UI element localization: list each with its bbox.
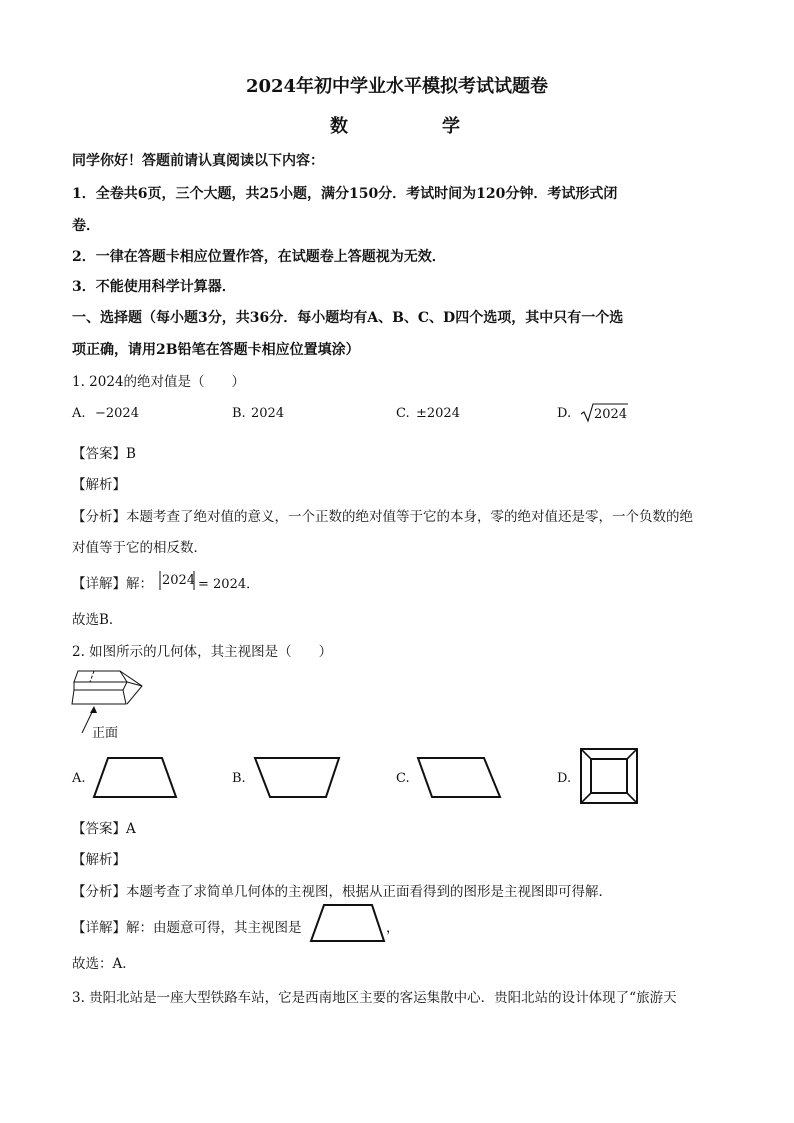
instruction-2: 2．一律在答题卡相应位置作答，在试题卷上答题视为无效． [72,249,446,265]
q2-detail-prefix: 【详解】解：由题意可得，其主视图是 [72,920,302,936]
q2-option-d-label[interactable]: D. [557,771,572,786]
q1-option-a-label: A. [72,406,86,421]
q1-detail-result: = 2024． [198,577,260,592]
q1-conclusion: 故选B． [72,612,123,628]
question-3-stem: 3. 贵阳北站是一座大型铁路车站，它是西南地区主要的客运集散中心．贵阳北站的设计体现了“旅游天 [72,990,677,1006]
instruction-3: 3．不能使用科学计算器． [72,279,236,295]
q1-option-a: −2024 [95,406,139,421]
q1-analysis-head: 【解析】 [72,477,126,493]
greeting: 同学你好！答题前请认真阅读以下内容： [72,153,324,169]
page-title: 2024年初中学业水平模拟考试试题卷 [245,76,549,97]
q2-option-c-parallelogram[interactable] [416,757,506,801]
q1-analysis-cont: 对值等于它的相反数． [72,540,207,556]
q1-analysis: 【分析】本题考查了绝对值的意义，一个正数的绝对值等于它的本身，零的绝对值还是零，一个负数的绝 [72,509,693,525]
q2-option-a-trapezoid[interactable] [92,757,182,801]
front-label: 正面 [92,726,119,741]
q2-analysis: 【分析】本题考查了求简单几何体的主视图，根据从正面看得到的图形是主视图即可得解． [72,884,612,900]
section-header: 一、选择题（每小题3分，共36分．每小题均有A、B、C、D四个选项，其中只有一个选 [72,310,624,326]
q1-option-b-label: B. [232,406,246,421]
q1-option-b: 2024 [251,406,285,421]
question-2-stem: 2. 如图所示的几何体，其主视图是（ ） [72,644,333,660]
question-1-stem: 1. 2024的绝对值是（ ） [72,374,246,390]
q2-option-b-inverted-trapezoid[interactable] [254,757,344,801]
q1-option-c: ±2024 [416,406,460,421]
q2-option-d-frustum-top-view[interactable] [580,748,642,806]
q2-detail-trapezoid [310,904,390,944]
q1-option-c-label: C. [396,406,410,421]
q1-detail-prefix: 【详解】解： [72,576,153,592]
subject-char-1: 数 [330,116,348,137]
q1-option-d-label: D. [557,406,572,421]
q2-analysis-head: 【解析】 [72,852,126,868]
q2-detail-suffix: ， [386,920,400,936]
instruction-1: 1．全卷共6页，三个大题，共25小题，满分150分．考试时间为120分钟．考试形式闭 [72,186,618,202]
q1-option-d: 2024 [594,407,628,422]
q2-answer: 【答案】A [72,821,136,837]
q1-detail-abs-value: 2024 [162,573,196,588]
q2-option-a-label[interactable]: A. [72,771,86,786]
q2-option-b-label[interactable]: B. [232,771,246,786]
section-header-cont: 项正确，请用2B铅笔在答题卡相应位置填涂） [72,342,360,358]
q2-option-c-label[interactable]: C. [396,771,410,786]
subject-char-2: 学 [442,116,460,137]
q2-conclusion: 故选：A． [72,956,136,972]
q1-answer: 【答案】B [72,446,136,462]
instruction-1-cont: 卷． [72,218,100,234]
